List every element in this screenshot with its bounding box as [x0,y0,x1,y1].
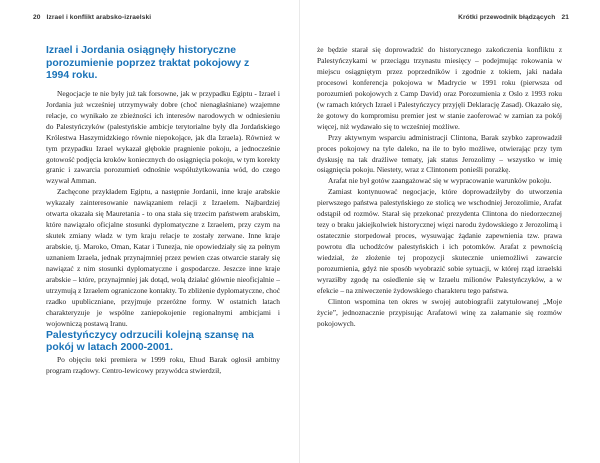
left-running-head [33,14,151,21]
left-running-head-title: Izrael i konflikt arabsko-izraelski [46,14,152,21]
right-page [300,0,600,463]
right-running-head [458,14,569,21]
right-text-column [317,45,562,330]
paragraph: Negocjacje te nie były już tak forsowne, jak w przypadku Egiptu - Izrael i Jordania już wcześniej utrzymywały dobre (choć nienagłaśniane) wzajemne relacje, co wynikało ze zbieżności ich interesów narodowych w odniesieniu do Palestyńczyków (palestyńskie ambicje terytorialne były dla Jordańskiego Królestwa Haszymidzkiego równie niepokojące, jak dla Izraela). Również w tym przypadku Izrael wykazał głębokie pragnienie pokoju, a jednocześnie gotowość podjęcia kroków koniecznych do osiągnięcia pokoju, w tym korekty granic i zawarcia porozumień odnośnie współużytkowania wód, do czego wzywał Amman. [46,88,280,186]
paragraph: Przy aktywnym wsparciu administracji Clintona, Barak szybko zaprowadził proces pokojowy na tyle daleko, na ile to było możliwe, otwierając przy tym dyskusję na tak drażliwe tematy, jak status Jerozolimy – wszystko w imię osiągnięcia pokoju. Niestety, wraz z Clintonem ponieśli porażkę. [317,132,562,175]
paragraph: Po objęciu teki premiera w 1999 roku, Ehud Barak ogłosił ambitny program rządowy. Centro-lewicowy przywódca stwierdził, [46,354,280,375]
section-heading-palestinians: Palestyńczycy odrzucili kolejną szansę na pokój w latach 2000-2001. [46,329,254,354]
left-text-column [46,45,280,377]
paragraph: Clinton wspomina ten okres w swojej autobiografii zatytułowanej „Moje życie”, jednoznacznie przypisując Arafatowi winę za załamanie się rozmów pokojowych. [317,296,562,328]
section-heading-jordan: Izrael i Jordania osiągnęły historyczne porozumienie poprzez traktat pokojowy z 1994 roku. [46,45,250,82]
paragraph: że będzie starał się doprowadzić do historycznego zakończenia konfliktu z Palestyńczykami w przeciągu trzynastu miesięcy – podejmując rokowania w miejscu osiągniętym przez poprzedników i zgodnie z tokiem, jaki nadała procesowi konferencja pokojowa w Madrycie w 1991 roku (pierwsza od porozumień pokojowych z Camp David) oraz Porozumienia z Oslo z 1993 roku (w ramach których Izrael i Palestyńczycy przyjęli Deklarację Zasad). Okazało się, że gotowy do kompromisu premier jest w stanie zaoferować w zamian za pokój więcej, niż wydawało się to wcześniej możliwe. [317,45,562,131]
left-page-number: 20 [33,14,41,21]
paragraph: Arafat nie był gotów zaangażować się w wypracowanie warunków pokoju. [328,176,552,186]
right-running-head-title: Krótki przewodnik błądzących [458,14,556,21]
paragraph: Zamiast kontynuować negocjacje, które doprowadziłyby do utworzenia pierwszego państwa palestyńskiego ze stolicą we wschodniej Jerozolimie, Arafat odstąpił od rozmów. Starał się przekonać prezydenta Clintona do niedorzecznej tezy o braku jakiejkolwiek historycznej więzi narodu żydowskiego z Jerozolimą i ostatecznie storpedował proces, wysuwając żądanie zapewnienia tzw. prawa powrotu dla uchodźców palestyńskich i ich potomków. Arafat z pewnością wiedział, że złożenie tej propozycji skutecznie uniemożliwi zawarcie porozumienia, gdyż nie sposób wyobrazić sobie sytuacji, w której rząd izraelski wyraziłby zgodę na osiedlenie się w Izraelu milionów Palestyńczyków, a w efekcie – na zniweczenie żydowskiego charakteru tego państwa. [317,187,562,295]
right-page-number: 21 [561,14,569,21]
paragraph: Zachęcone przykładem Egiptu, a następnie Jordanii, inne kraje arabskie wykazały zainteresowanie nawiązaniem relacji z Izraelem. Najbardziej otwarta okazała się Mauretania - to ona stała się trzecim państwem arabskim, które nawiązało oficjalne stosunki dyplomatyczne z Izraelem, przy czym na skutek zmiany władz w tym kraju relacje te zostały zerwane. Inne kraje arabskie, tj. Maroko, Oman, Katar i Tunezja, nie opowiedziały się za pełnym uznaniem Izraela, jednak przynajmniej przez pewien czas otwarcie starały się nawiązać z nim stosunki dyplomatyczne i gospodarcze. Jeszcze inne kraje arabskie – które, przynajmniej jak dotąd, wolą działać głównie nieoficjalnie – utrzymują z Izraelem ograniczone kontakty. To zbliżenie dyplomatyczne, choć rzadko upubliczniane, przyjmuje przeróżne formy. W ostatnich latach charakteryzuje je wspólne zaniepokojenie regionalnymi ambicjami i wojowniczą postawą Iranu. [46,187,280,328]
